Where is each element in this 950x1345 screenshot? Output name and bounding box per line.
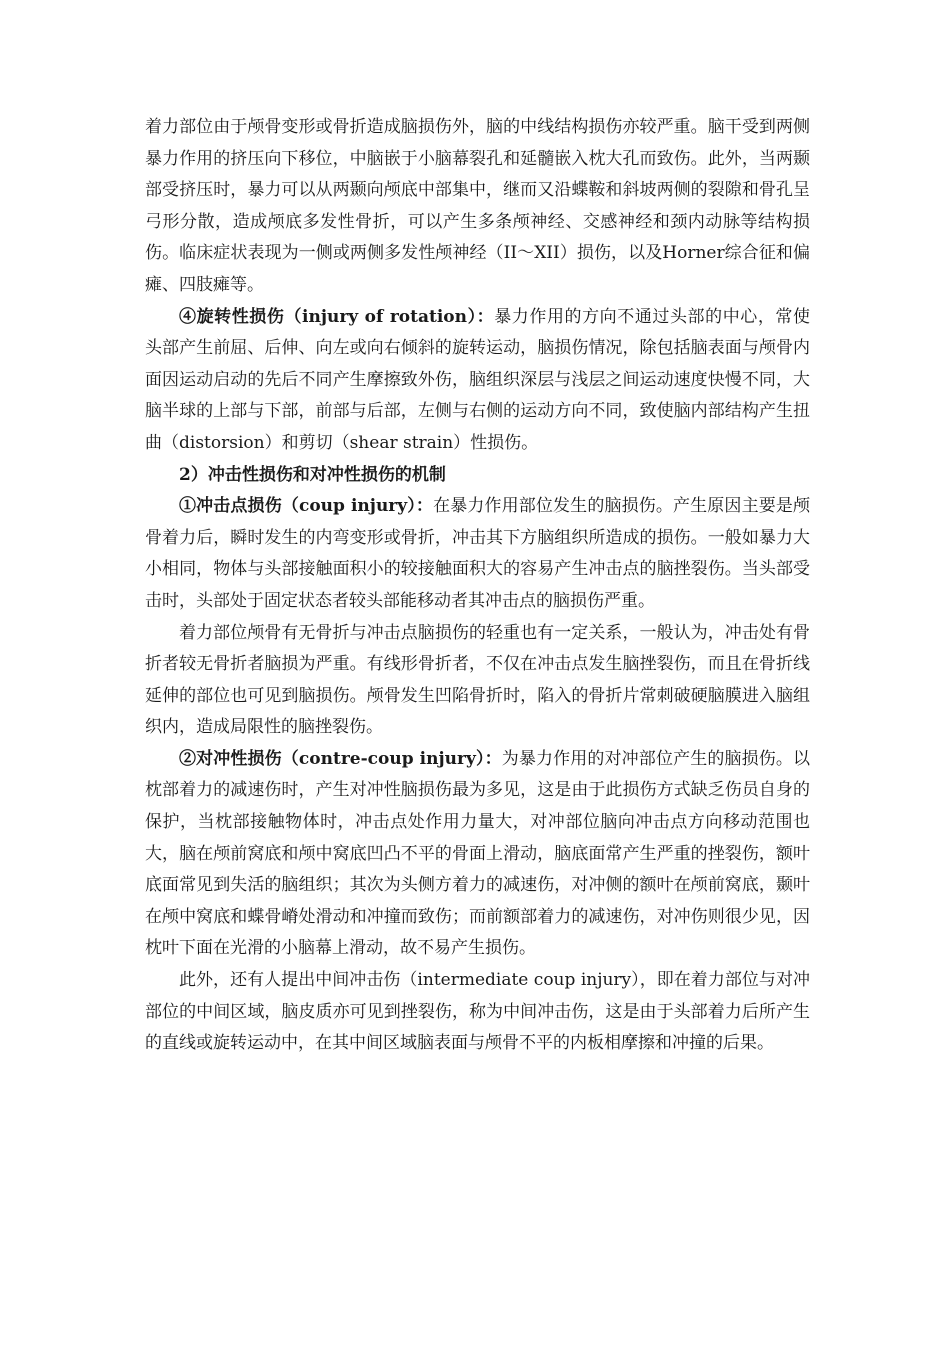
paragraph-coup-injury — [145, 491, 810, 617]
paragraph-midline-injury: 着力部位由于颅骨变形或骨折造成脑损伤外，脑的中线结构损伤亦较严重。脑干受到两侧暴力作用的挤压向下移位，中脑嵌于小脑幕裂孔和延髓嵌入枕大孔而致伤。此外，当两颞部受挤压时，暴力可以从两颞向颅底中部集中，继而又沿蝶鞍和斜坡两侧的裂隙和骨孔呈弓形分散，造成颅底多发性骨折，可以产生多条颅神经、交感神经和颈内动脉等结构损伤。临床症状表现为一侧或两侧多发性颅神经（II～XII）损伤，以及Horner综合征和偏瘫、四肢瘫等。 — [145, 117, 810, 295]
paragraph-contre-coup-injury-text: 为暴力作用的对冲部位产生的脑损伤。以枕部着力的减速伤时，产生对冲性脑损伤最为多见，这是由于此损伤方式缺乏伤员自身的保护，当枕部接触物体时，冲击点处作用力量大，对冲部位脑向冲击点方向移动范围也大，脑在颅前窝底和颅中窝底凹凸不平的骨面上滑动，脑底面常产生严重的挫裂伤，额叶底面常见到失活的脑组织；其次为头侧方着力的减速伤，对冲侧的额叶在颅前窝底，颞叶在颅中窝底和蝶骨嵴处滑动和冲撞而致伤；而前额部着力的减速伤，对冲伤则很少见，因枕叶下面在光滑的小脑幕上滑动，故不易产生损伤。 — [145, 748, 811, 959]
paragraph-rotation-injury-text: 暴力作用的方向不通过头部的中心，常使头部产生前屈、后伸、向左或向右倾斜的旋转运动，脑损伤情况，除包括脑表面与颅骨内面因运动启动的先后不同产生摩擦致外伤，脑组织深层与浅层之间运动速度快慢不同，大脑半球的上部与下部，前部与后部，左侧与右侧的运动方向不同，致使脑内部结构产生扭曲（distorsion）和剪切（shear strain）性损伤。 — [145, 306, 811, 453]
document-page — [145, 112, 810, 1060]
term-coup-injury: ①冲击点损伤（coup injury）： — [179, 496, 434, 517]
paragraph-fracture-relation: 着力部位颅骨有无骨折与冲击点脑损伤的轻重也有一定关系，一般认为，冲击处有骨折者较无骨折者脑损为严重。有线形骨折者，不仅在冲击点发生脑挫裂伤，而且在骨折线延伸的部位也可见到脑损伤。颅骨发生凹陷骨折时，陷入的骨折片常刺破硬脑膜进入脑组织内，造成局限性的脑挫裂伤。 — [145, 622, 810, 738]
paragraph-rotation-injury — [145, 302, 810, 460]
section-heading: 2）冲击性损伤和对冲性损伤的机制 — [179, 464, 446, 485]
term-contre-coup-injury: ②对冲性损伤（contre-coup injury）： — [179, 748, 502, 769]
paragraph-contre-coup-injury — [145, 744, 810, 965]
paragraph-coup-injury-text: 在暴力作用部位发生的脑损伤。产生原因主要是颅骨着力后，瞬时发生的内弯变形或骨折，冲击其下方脑组织所造成的损伤。一般如暴力大小相同，物体与头部接触面积小的较接触面积大的容易产生冲击点的脑挫裂伤。当头部受击时，头部处于固定状态者较头部能移动者其冲击点的脑损伤严重。 — [145, 496, 810, 611]
term-rotation-injury: ④旋转性损伤（injury of rotation）： — [179, 306, 495, 327]
paragraph-intermediate-coup: 此外，还有人提出中间冲击伤（intermediate coup injury），即在着力部位与对冲部位的中间区域，脑皮质亦可见到挫裂伤，称为中间冲击伤，这是由于头部着力后所产生的直线或旋转运动中，在其中间区域脑表面与颅骨不平的内板相摩擦和冲撞的后果。 — [145, 970, 810, 1054]
